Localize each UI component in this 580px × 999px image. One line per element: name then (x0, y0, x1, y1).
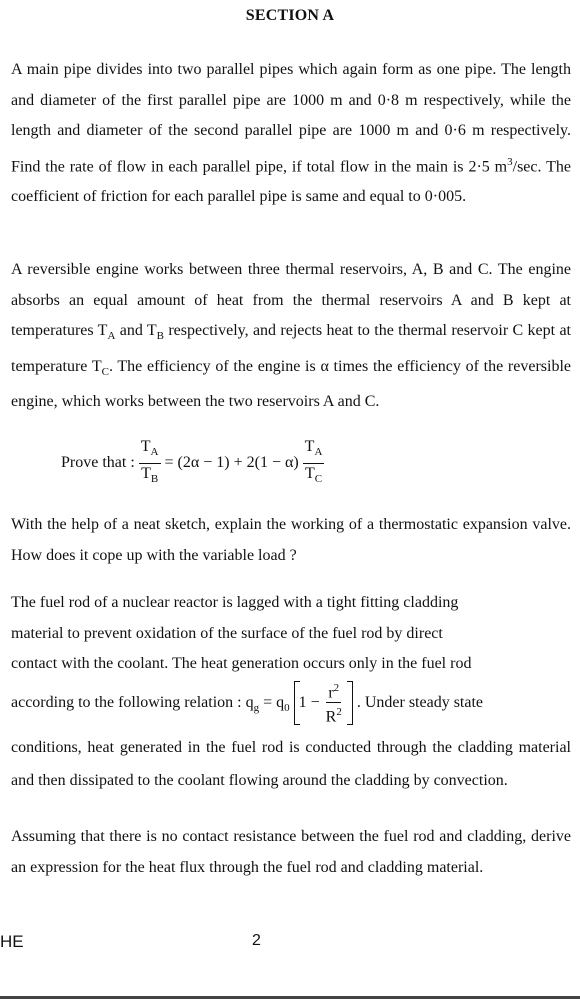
engine-text-d: . The efficiency of the engine is α times the efficiency of the reversible engine, which works between the two reservoirs A and C. (11, 357, 571, 411)
unit-exponent: 3 (507, 155, 513, 168)
footer-code: HE (0, 932, 24, 951)
engine-sub-c: C (101, 365, 109, 378)
question-fuel-rod (11, 588, 571, 797)
engine-sub-a: A (107, 330, 116, 343)
relation-denominator (324, 703, 344, 726)
relation-den-sup: 2 (336, 706, 342, 719)
relation-q-sub: g (253, 701, 260, 714)
fuel-rod-line-3: contact with the coolant. The heat generation occurs only in the fuel rod (11, 655, 472, 672)
rhs-num-sub: A (314, 446, 323, 459)
formula-rhs-fraction (303, 437, 325, 488)
formula-lhs-numerator (139, 437, 161, 463)
lhs-den-symbol: T (141, 464, 151, 482)
relation-num-symbol: r (328, 684, 334, 702)
question-reversible-engine (11, 255, 571, 418)
question-pipe-flow (11, 55, 571, 213)
relation-equals: = q (259, 693, 285, 711)
question-pipe-flow-tail: /sec. The coefficient of friction for each parallel pipe is same and equal to 0·005. (11, 157, 571, 206)
question-pipe-flow-text: A main pipe divides into two parallel pipes which again form as one pipe. The length and diameter of the first parallel pipe are 1000 m and 0·8 m respectively, while the length and diameter of the second parallel pipe are 1000 m and 0·6 m respectively. Find the rate of flow in each parallel pipe, if total flow in the main is 2·5 m (11, 61, 571, 175)
relation-den-symbol: R (325, 708, 337, 726)
lhs-num-sub: A (150, 446, 159, 459)
page-number: 2 (252, 932, 261, 949)
engine-text-a: A reversible engine works between three thermal reservoirs, A, B and C. The engine absorbs an equal amount of heat from the thermal reservoirs A and B kept at temperatures T (11, 261, 571, 339)
relation-num-sup: 2 (333, 682, 340, 694)
engine-text-c: respectively, and rejects heat to the thermal reservoir C kept at temperature T (11, 322, 571, 375)
formula-rhs-denominator (303, 464, 324, 489)
relation-prefix: according to the following relation : q (11, 693, 254, 711)
formula-lhs-fraction (139, 437, 161, 488)
fuel-rod-line-2: material to prevent oxidation of the surface of the fuel rod by direct (11, 624, 443, 642)
prove-that-formula (61, 440, 328, 486)
lhs-den-sub: B (150, 472, 159, 485)
formula-rhs-numerator (303, 437, 325, 463)
formula-lhs-denominator (139, 464, 160, 489)
engine-text-b: and T (115, 322, 157, 339)
engine-sub-b: B (156, 330, 165, 343)
relation-q0-sub: 0 (284, 701, 290, 714)
relation-one-minus: 1 − (298, 693, 320, 711)
rhs-den-sub: C (314, 472, 323, 485)
relation-numerator (326, 679, 341, 703)
relation-tail: . Under steady state (356, 693, 484, 711)
fuel-rod-line-1: The fuel rod of a nuclear reactor is lagged with a tight fitting cladding (11, 594, 459, 611)
fuel-rod-relation-line (11, 680, 571, 731)
formula-middle: = (2α − 1) + 2(1 − α) (164, 454, 299, 471)
question-expansion-valve: With the help of a neat sketch, explain the working of a thermostatic expansion valve. How does it cope up with the variable load ? (11, 516, 571, 564)
formula-prefix: Prove that : (61, 454, 135, 471)
question-heat-flux: Assuming that there is no contact resistance between the fuel rod and cladding, derive an expression for the heat flux through the fuel rod and cladding material. (11, 828, 571, 876)
relation-bracket (294, 681, 353, 725)
relation-fraction (324, 679, 344, 727)
rhs-den-symbol: T (304, 464, 315, 482)
section-title: SECTION A (245, 7, 335, 24)
relation-bracket-group (290, 681, 357, 725)
fuel-rod-after: conditions, heat generated in the fuel rod is conducted through the cladding material and then dissipated to the coolant flowing around the cladding by convection. (11, 738, 571, 789)
lhs-num-symbol: T (140, 438, 151, 456)
rhs-num-symbol: T (304, 438, 315, 456)
